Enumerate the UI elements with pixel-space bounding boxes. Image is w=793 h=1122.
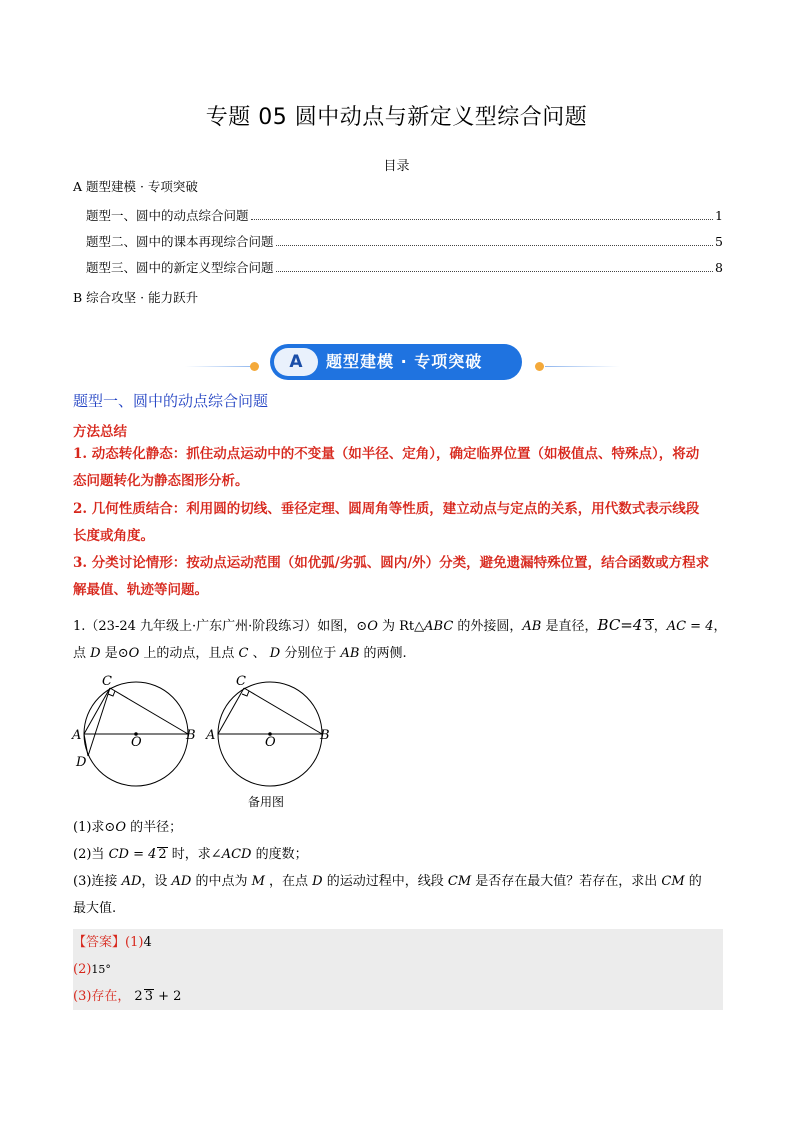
q-text: 的运动过程中，线段 <box>322 874 448 889</box>
toc-item-page: 5 <box>715 234 723 249</box>
stem-text: 是直径， <box>541 619 598 634</box>
method-3 <box>73 550 723 604</box>
problem-number: 1. <box>73 619 86 634</box>
label-d: D <box>76 755 87 770</box>
stem-text: ， <box>713 619 727 634</box>
stem-text: 、 <box>248 646 270 661</box>
banner-text: 题型建模 · 专项突破 <box>326 352 483 371</box>
method-body: 抓住动点运动中的不变量（如半径、定角），确定临界位置（如极值点、特殊点），将动 <box>186 446 700 462</box>
toc-item-label: 题型一、圆中的动点综合问题 <box>86 208 249 223</box>
method-body: 按动点运动范围（如优弧/劣弧、圆内/外）分类，避免遗漏特殊位置，结合函数或方程求 <box>186 555 710 571</box>
math-var: ACD <box>221 847 252 862</box>
method-cont: 态问题转化为静态图形分析。 <box>73 473 249 489</box>
math-var: AD <box>121 874 142 889</box>
q-text: 是否存在最大值？若存在，求出 <box>471 874 662 889</box>
q-text: 时，求∠ <box>167 847 222 862</box>
toc-section-b[interactable]: B 综合攻坚 · 能力跃升 <box>73 290 199 305</box>
banner-right-dot <box>535 362 544 371</box>
method-heading: 方法总结 <box>73 424 127 440</box>
stem-text: 的外接圆， <box>453 619 523 634</box>
banner-left-line <box>185 366 255 367</box>
stem-text: 如图，⊙ <box>317 619 368 634</box>
stem-text: 是⊙ <box>100 646 129 661</box>
section-title: 题型一、圆中的动点综合问题 <box>73 392 269 410</box>
toc-item-label: 题型三、圆中的新定义型综合问题 <box>86 260 274 275</box>
segment-ac-spare <box>218 688 244 734</box>
answer-value: + 2 <box>153 989 182 1004</box>
answer-label: (1) <box>125 935 144 950</box>
sqrt-radicand: 2 <box>158 847 167 862</box>
problem-source: （23-24 九年级上·广东广州·阶段练习） <box>85 619 318 634</box>
math-var: CM <box>447 874 472 889</box>
question-3-cont: 最大值. <box>73 901 117 916</box>
banner-letter: A <box>274 348 318 376</box>
math-var: C <box>238 646 249 661</box>
toc-item-1[interactable] <box>86 208 723 224</box>
answer-1 <box>73 929 723 956</box>
stem-text: 的两侧. <box>359 646 407 661</box>
sqrt-radicand: 3 <box>644 619 653 634</box>
method-lead: 3. 分类讨论情形： <box>73 555 187 571</box>
label-c: C <box>102 674 112 689</box>
label-o: O <box>131 735 142 750</box>
q-text: (1)求⊙ <box>73 820 116 835</box>
q-text: 的度数； <box>251 847 308 862</box>
method-lead: 2. 几何性质结合： <box>73 501 187 517</box>
answer-3 <box>73 983 723 1010</box>
method-cont: 长度或角度。 <box>73 528 154 544</box>
answer-value: 15° <box>91 963 111 976</box>
toc-item-page: 1 <box>715 208 723 223</box>
stem-text: ， <box>653 619 667 634</box>
method-cont: 解最值、轨迹等问题。 <box>73 582 208 598</box>
q-text: (2)当 <box>73 847 109 862</box>
banner-right-line <box>545 366 620 367</box>
sqrt-radicand: 3 <box>144 989 153 1004</box>
label-a: A <box>206 728 216 743</box>
right-angle-mark-spare <box>242 691 249 696</box>
toc-item-3[interactable] <box>86 260 723 276</box>
segment-cb-spare <box>244 688 322 734</box>
toc-leader <box>276 271 714 272</box>
math-var: D <box>90 646 101 661</box>
question-1 <box>73 814 723 841</box>
math-var: O <box>115 820 126 835</box>
math-var: CM <box>661 874 685 889</box>
question-list <box>73 814 723 922</box>
label-b: B <box>186 728 196 743</box>
math-var: O <box>128 646 140 661</box>
math-var: M <box>251 874 265 889</box>
toc-item-label: 题型二、圆中的课本再现综合问题 <box>86 234 274 249</box>
math-var: AD <box>171 874 192 889</box>
math-var: D <box>312 874 323 889</box>
math-var: D <box>269 646 281 661</box>
answer-value: 2 <box>134 989 143 1004</box>
answer-label: (2) <box>73 962 92 977</box>
stem-text: 上的动点，且点 <box>139 646 239 661</box>
problem-stem <box>73 612 727 667</box>
page-title: 专题 05 圆中动点与新定义型综合问题 <box>205 105 588 130</box>
label-o: O <box>265 735 276 750</box>
toc-leader <box>251 219 714 220</box>
method-2 <box>73 496 723 550</box>
math-var: ABC <box>424 619 454 634</box>
q-text: ，在点 <box>264 874 313 889</box>
stem-text: 分别位于 <box>280 646 341 661</box>
q-text: 的 <box>684 874 702 889</box>
figure-spare-labels <box>205 674 330 750</box>
q-text: ，设 <box>141 874 172 889</box>
label-b: B <box>320 728 330 743</box>
toc-heading: 目录 <box>383 159 410 174</box>
banner-left-dot <box>250 362 259 371</box>
stem-text: 为 Rt△ <box>377 619 425 634</box>
segment-ad <box>84 734 88 756</box>
math-expr: BC=4 <box>597 616 643 634</box>
label-c: C <box>236 674 246 689</box>
figure-main <box>84 682 188 786</box>
math-var: AB <box>522 619 542 634</box>
q-text: (3)连接 <box>73 874 122 889</box>
q-text: 的半径； <box>125 820 183 835</box>
q-text: 的中点为 <box>191 874 252 889</box>
answer-value: 4 <box>143 935 152 950</box>
answer-2 <box>73 956 723 983</box>
figure-caption: 备用图 <box>248 795 285 809</box>
question-3 <box>73 868 723 895</box>
stem-text: 点 <box>73 646 91 661</box>
math-var: AB <box>340 646 360 661</box>
geometry-figures <box>70 672 340 812</box>
math-expr: AC = 4 <box>666 619 714 634</box>
math-expr: CD = 4 <box>108 847 157 862</box>
method-body: 利用圆的切线、垂径定理、圆周角等性质，建立动点与定点的关系，用代数式表示线段 <box>186 501 700 517</box>
toc-item-page: 8 <box>715 260 723 275</box>
method-lead: 1. 动态转化静态： <box>73 446 187 462</box>
answer-box <box>73 929 723 1010</box>
answer-tag: 【答案】 <box>73 935 126 950</box>
math-var: O <box>367 619 378 634</box>
method-1 <box>73 441 723 495</box>
section-banner <box>270 344 522 380</box>
question-2 <box>73 841 723 868</box>
figure-main-labels <box>71 674 196 770</box>
toc-section-a[interactable]: A 题型建模 · 专项突破 <box>73 179 198 194</box>
toc-item-2[interactable] <box>86 234 723 250</box>
toc-leader <box>276 245 714 246</box>
segment-cb <box>110 688 188 734</box>
figure-spare <box>218 682 322 786</box>
label-a: A <box>72 728 82 743</box>
answer-label: (3)存在， <box>73 989 131 1004</box>
